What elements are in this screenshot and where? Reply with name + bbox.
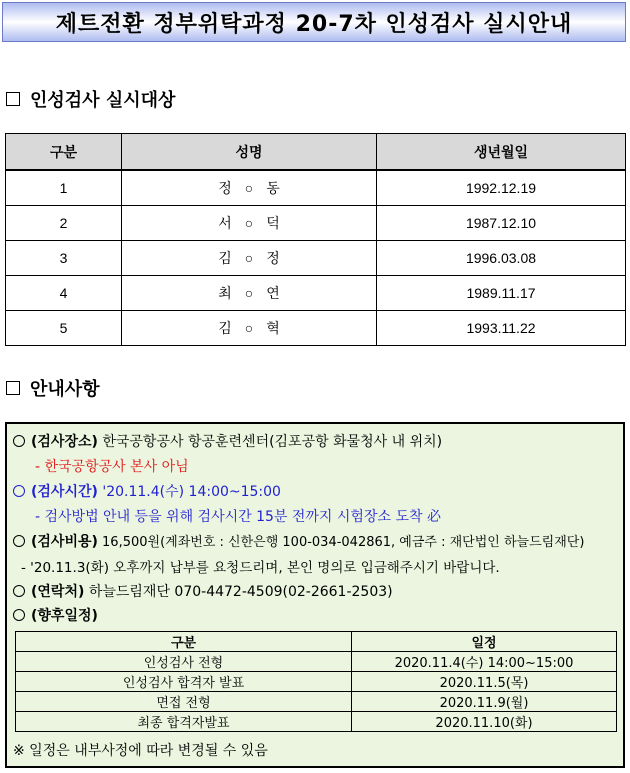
notice-place — [13, 431, 442, 451]
circle-bullet-icon — [13, 609, 25, 621]
schedule-date: 2020.11.4(수) 14:00~15:00 — [352, 652, 617, 672]
circle-bullet-icon — [13, 435, 25, 447]
table-row — [16, 692, 617, 712]
section-title: 인성검사 실시대상 — [30, 90, 176, 111]
row-birth: 1989.11.17 — [377, 276, 626, 311]
notice-time-note: - 검사방법 안내 등을 위해 검사시간 15분 전까지 시험장소 도착 必 — [35, 509, 441, 525]
table-row — [6, 241, 626, 276]
col-header-birth: 생년월일 — [377, 134, 626, 171]
section-heading-notice — [6, 375, 100, 401]
section-title: 안내사항 — [30, 379, 100, 400]
table-row — [6, 276, 626, 311]
notice-place-note: - 한국공항공사 본사 아님 — [35, 459, 189, 475]
schedule-col-item: 구분 — [16, 632, 352, 652]
square-bullet-icon — [6, 381, 20, 395]
schedule-label: (향후일정) — [31, 608, 98, 624]
table-row — [6, 206, 626, 241]
row-name: 김 ○ 정 — [122, 241, 377, 276]
row-birth: 1996.03.08 — [377, 241, 626, 276]
row-name: 정 ○ 동 — [122, 170, 377, 206]
col-header-name: 성명 — [122, 134, 377, 171]
table-row — [16, 672, 617, 692]
row-no: 4 — [6, 276, 122, 311]
title-banner — [2, 2, 626, 42]
square-bullet-icon — [6, 92, 20, 106]
schedule-item: 인성검사 전형 — [16, 652, 352, 672]
notice-cost-note: - '20.11.3(화) 오후까지 납부를 요청드리며, 본인 명의로 입금해주시기 바랍니다. — [21, 560, 500, 576]
schedule-footnote: ※ 일정은 내부사정에 따라 변경될 수 있음 — [13, 743, 268, 759]
table-row — [6, 170, 626, 206]
circle-bullet-icon — [13, 485, 25, 497]
row-birth: 1992.12.19 — [377, 170, 626, 206]
schedule-header-row — [16, 632, 617, 652]
schedule-date: 2020.11.5(목) — [352, 672, 617, 692]
row-name: 김 ○ 혁 — [122, 311, 377, 346]
contact-value: 하늘드림재단 070-4472-4509(02-2661-2503) — [84, 584, 393, 600]
table-row — [6, 311, 626, 346]
target-table — [5, 133, 626, 346]
notice-schedule — [13, 605, 98, 625]
row-birth: 1993.11.22 — [377, 311, 626, 346]
contact-label: (연락처) — [31, 584, 85, 600]
row-no: 1 — [6, 170, 122, 206]
row-name: 최 ○ 연 — [122, 276, 377, 311]
row-name: 서 ○ 덕 — [122, 206, 377, 241]
schedule-item: 인성검사 합격자 발표 — [16, 672, 352, 692]
notice-time — [13, 481, 281, 501]
time-value: '20.11.4(수) 14:00~15:00 — [97, 484, 281, 500]
schedule-col-date: 일정 — [352, 632, 617, 652]
section-heading-targets — [6, 86, 175, 112]
schedule-item: 최종 합격자발표 — [16, 712, 352, 732]
place-value: 한국공항공사 항공훈련센터(김포공항 화물청사 내 위치) — [97, 434, 443, 450]
schedule-date: 2020.11.9(월) — [352, 692, 617, 712]
page-title: 제트전환 정부위탁과정 20-7차 인성검사 실시안내 — [55, 11, 573, 37]
notice-box — [5, 422, 625, 768]
notice-cost — [13, 531, 584, 551]
row-no: 5 — [6, 311, 122, 346]
cost-label: (검사비용) — [31, 534, 98, 550]
table-row — [16, 652, 617, 672]
schedule-item: 면접 전형 — [16, 692, 352, 712]
circle-bullet-icon — [13, 585, 25, 597]
row-no: 3 — [6, 241, 122, 276]
time-label: (검사시간) — [31, 484, 98, 500]
circle-bullet-icon — [13, 535, 25, 547]
cost-value: 16,500원(계좌번호 : 신한은행 100-034-042861, 예금주 : 재단법인 하늘드림재단) — [97, 535, 585, 550]
notice-contact — [13, 581, 393, 601]
col-header-no: 구분 — [6, 134, 122, 171]
row-no: 2 — [6, 206, 122, 241]
row-birth: 1987.12.10 — [377, 206, 626, 241]
table-header-row — [6, 134, 626, 171]
place-label: (검사장소) — [31, 434, 98, 450]
table-row — [16, 712, 617, 732]
schedule-date: 2020.11.10(화) — [352, 712, 617, 732]
schedule-table — [15, 631, 617, 732]
